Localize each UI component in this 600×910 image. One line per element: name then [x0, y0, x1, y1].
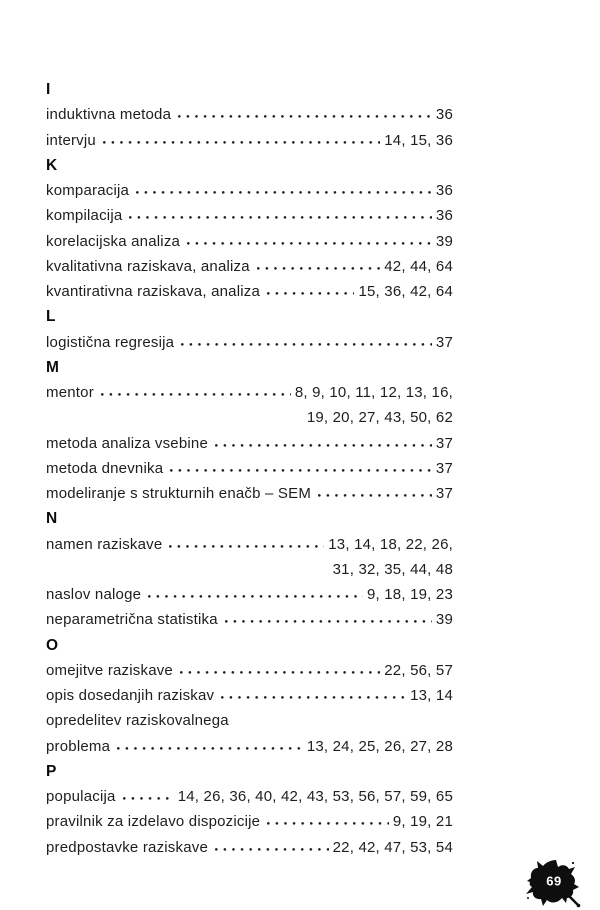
index-term: populacija — [46, 788, 116, 805]
index-pages: 9, 19, 21 — [392, 813, 453, 831]
index-entry — [46, 132, 453, 157]
index-entry — [46, 839, 453, 864]
index-term: komparacija — [46, 182, 130, 199]
index-pages: 42, 44, 64 — [384, 257, 453, 275]
index-entry — [46, 712, 453, 737]
index-term: logistična regresija — [46, 333, 175, 351]
index-pages: 39 — [435, 232, 453, 250]
dot-leader — [257, 266, 380, 271]
index-pages: 22, 42, 47, 53, 54 — [332, 838, 453, 856]
dot-leader — [267, 821, 389, 826]
index-entry — [46, 738, 453, 763]
dot-leader — [318, 493, 432, 498]
dot-leader — [178, 114, 432, 119]
index-letter-heading — [46, 308, 453, 333]
dot-leader — [267, 291, 354, 296]
index-letter-heading — [46, 359, 453, 384]
dot-leader — [117, 746, 303, 751]
dot-leader — [181, 342, 432, 347]
index-entry — [46, 182, 453, 207]
index-letter-heading — [46, 81, 453, 106]
index-pages: 36 — [435, 207, 453, 225]
index-letter: I — [46, 81, 51, 98]
index-term: kompilacija — [46, 207, 123, 225]
index-term: pravilnik za izdelavo dispozicije — [46, 813, 261, 831]
index-pages: 37 — [435, 333, 453, 351]
index-pages: 19, 20, 27, 43, 50, 62 — [306, 409, 453, 427]
index-entry-continuation — [46, 561, 453, 586]
index-letter: L — [46, 308, 56, 326]
index-pages: 37 — [435, 459, 453, 477]
index-pages: 39 — [435, 611, 453, 629]
index-entry-continuation — [46, 409, 453, 434]
index-entry — [46, 813, 453, 838]
index-entry — [46, 687, 453, 712]
dot-leader — [169, 544, 324, 549]
index-term: namen raziskave — [46, 535, 163, 553]
index-list — [46, 81, 453, 864]
index-pages: 37 — [435, 485, 453, 502]
index-pages: 22, 56, 57 — [384, 661, 453, 679]
index-term: intervju — [46, 131, 96, 149]
index-entry — [46, 611, 453, 636]
index-letter-heading — [46, 637, 453, 662]
index-entry — [46, 662, 453, 687]
dot-leader — [221, 695, 406, 700]
page-number: 69 — [546, 873, 562, 889]
dot-leader — [101, 392, 291, 397]
dot-leader — [215, 847, 329, 852]
index-pages: 37 — [435, 434, 453, 452]
dot-leader — [180, 670, 380, 675]
dot-leader — [187, 241, 432, 246]
index-pages: 9, 18, 19, 23 — [366, 586, 453, 603]
index-term: omejitve raziskave — [46, 661, 173, 679]
index-letter: K — [46, 156, 58, 174]
index-pages: 15, 36, 42, 64 — [358, 283, 453, 300]
index-term: neparametrična statistika — [46, 611, 218, 629]
index-term: kvalitativna raziskava, analiza — [46, 257, 250, 275]
index-term: metoda analiza vsebine — [46, 434, 209, 452]
index-entry — [46, 788, 453, 813]
index-term: mentor — [46, 384, 94, 401]
index-pages: 36 — [435, 182, 453, 199]
index-term: kvantirativna raziskava, analiza — [46, 283, 260, 300]
page-number-badge — [521, 854, 583, 910]
dot-leader — [136, 190, 432, 195]
index-entry — [46, 536, 453, 561]
index-entry — [46, 207, 453, 232]
dot-leader — [103, 140, 380, 145]
index-letter: M — [46, 358, 60, 376]
index-letter-heading — [46, 763, 453, 788]
dot-leader — [148, 594, 363, 599]
index-entry — [46, 485, 453, 510]
dot-leader — [225, 619, 432, 624]
index-term: modeliranje s strukturnih enačb – SEM — [46, 485, 312, 502]
index-entry — [46, 258, 453, 283]
index-term: opis dosedanjih raziskav — [46, 687, 215, 704]
index-letter: O — [46, 636, 59, 654]
index-entry — [46, 283, 453, 308]
index-entry — [46, 586, 453, 611]
index-term: metoda dnevnika — [46, 459, 164, 477]
index-letter-heading — [46, 510, 453, 535]
index-pages: 14, 26, 36, 40, 42, 43, 53, 56, 57, 59, 65 — [177, 788, 453, 805]
dot-leader — [170, 468, 432, 473]
index-pages: 14, 15, 36 — [384, 131, 453, 149]
index-pages: 13, 14 — [410, 687, 453, 704]
index-term: korelacijska analiza — [46, 232, 181, 250]
dot-leader — [123, 796, 174, 801]
index-letter-heading — [46, 157, 453, 182]
index-pages: 36 — [435, 106, 453, 124]
index-pages: 8, 9, 10, 11, 12, 13, 16, — [294, 384, 453, 401]
index-entry — [46, 384, 453, 409]
index-entry — [46, 106, 453, 131]
dot-leader — [129, 215, 432, 220]
index-term: naslov naloge — [46, 586, 142, 603]
index-term: opredelitev raziskovalnega — [46, 712, 229, 730]
index-pages: 31, 32, 35, 44, 48 — [332, 560, 453, 578]
index-entry — [46, 334, 453, 359]
index-letter: N — [46, 510, 58, 528]
index-term: predpostavke raziskave — [46, 838, 208, 856]
index-pages: 13, 14, 18, 22, 26, — [328, 535, 453, 553]
index-letter: P — [46, 762, 57, 780]
dot-leader — [215, 443, 432, 448]
index-entry — [46, 435, 453, 460]
index-pages: 13, 24, 25, 26, 27, 28 — [306, 737, 453, 755]
index-term: problema — [46, 737, 111, 755]
index-entry — [46, 460, 453, 485]
index-term: induktivna metoda — [46, 106, 172, 124]
index-entry — [46, 233, 453, 258]
